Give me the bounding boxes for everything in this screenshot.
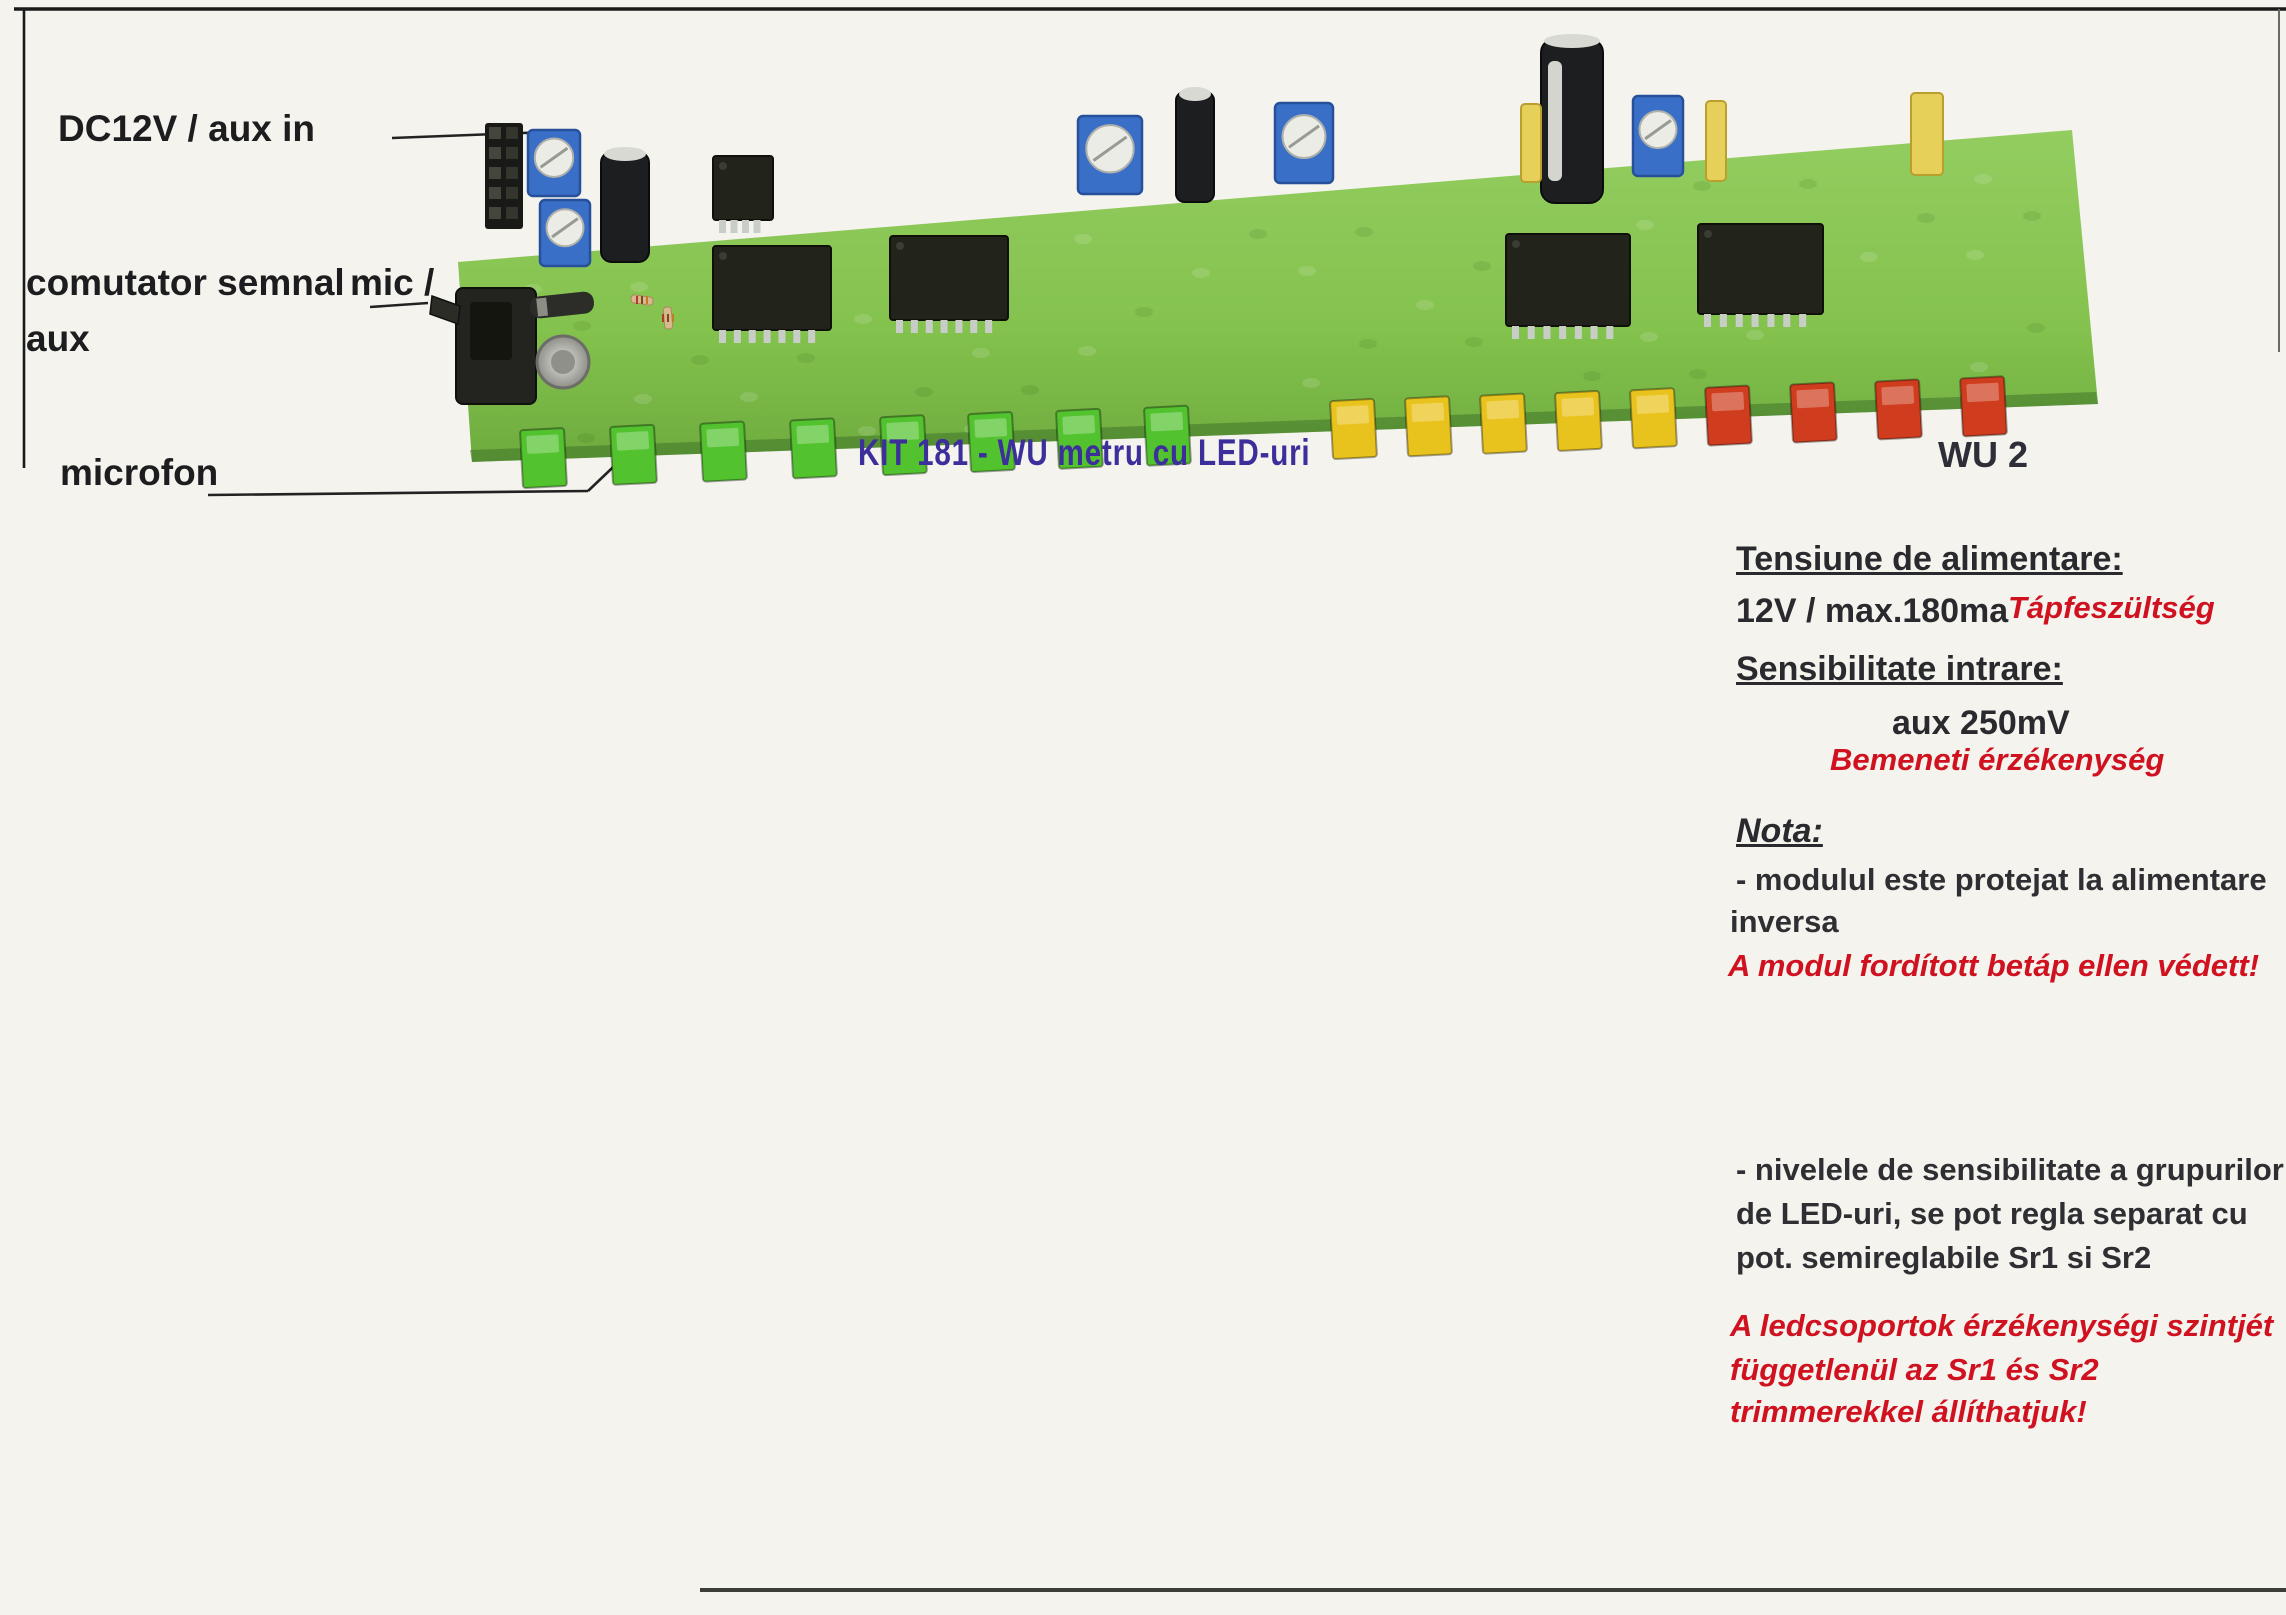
film-cap-yellow <box>1521 104 1541 182</box>
header-pin <box>506 127 518 139</box>
board-texture <box>573 321 591 331</box>
kit-title: KIT 181 - WU metru cu LED-uri <box>858 432 1311 473</box>
ic-pin <box>896 320 903 333</box>
header-pin <box>489 147 501 159</box>
board-texture <box>1974 174 1992 184</box>
board-texture <box>1966 250 1984 260</box>
ic-pin <box>731 220 738 233</box>
led-highlight <box>1881 386 1914 406</box>
board-texture <box>630 282 648 292</box>
board-texture <box>1636 220 1654 230</box>
supply-heading: Tensiune de alimentare: <box>1736 540 2123 578</box>
board-texture <box>1970 362 1988 372</box>
electrolytic-cap <box>1176 92 1214 202</box>
ic-pin <box>926 320 933 333</box>
ic-pin <box>955 320 962 333</box>
label-aux: aux <box>26 318 90 359</box>
ic-pin <box>1752 314 1759 327</box>
ic-pin <box>793 330 800 343</box>
ic-pin <box>1704 314 1711 327</box>
board-texture <box>577 433 595 443</box>
board-texture <box>1192 268 1210 278</box>
ic-pin <box>911 320 918 333</box>
board-texture <box>1359 339 1377 349</box>
nota-line2: inversa <box>1730 904 1839 939</box>
sens-heading: Sensibilitate intrare: <box>1736 650 2063 688</box>
header-pin <box>489 127 501 139</box>
ic-pin <box>764 330 771 343</box>
nota2-hu-line3: trimmerekkel állíthatjuk! <box>1730 1394 2087 1429</box>
led-highlight <box>796 425 829 445</box>
board-texture <box>1693 181 1711 191</box>
ic-pin <box>1559 326 1566 339</box>
ic-pin <box>1799 314 1806 327</box>
nota-hu: A modul fordított betáp ellen védett! <box>1728 948 2260 983</box>
ic-chip <box>713 246 831 330</box>
ic-pin <box>1591 326 1598 339</box>
led-highlight <box>1561 397 1594 417</box>
board-texture <box>2023 211 2041 221</box>
label-mic: mic / <box>350 262 435 303</box>
ic-chip <box>1698 224 1823 314</box>
ic-pin <box>1512 326 1519 339</box>
led-highlight <box>1796 389 1829 409</box>
ic-pin <box>749 330 756 343</box>
led-highlight <box>1411 403 1444 423</box>
label-dc12v: DC12V / aux in <box>58 108 316 149</box>
board-texture <box>691 355 709 365</box>
ic-pin <box>1767 314 1774 327</box>
board-tag: WU 2 <box>1938 434 2028 475</box>
ic-pin <box>808 330 815 343</box>
ic-pin <box>1736 314 1743 327</box>
board-texture <box>1074 234 1092 244</box>
microphone-grill <box>551 350 575 374</box>
supply-value: 12V / max.180ma <box>1736 592 2009 630</box>
pointer-line <box>392 132 548 138</box>
supply-hu: Tápfeszültség <box>2008 590 2215 625</box>
ic-pin <box>941 320 948 333</box>
header-pin <box>506 167 518 179</box>
nota2-hu-line1: A ledcsoportok érzékenységi szintjét <box>1730 1308 2274 1343</box>
board-texture <box>1078 346 1096 356</box>
board-texture <box>2027 323 2045 333</box>
ic-notch <box>1704 230 1712 238</box>
led-highlight <box>706 428 739 448</box>
sens-value: aux 250mV <box>1892 704 2070 742</box>
nota-heading: Nota: <box>1736 812 1823 850</box>
board-texture <box>1860 252 1878 262</box>
ic-notch <box>1512 240 1520 248</box>
board-texture <box>854 314 872 324</box>
board-texture <box>1021 385 1039 395</box>
header-pin <box>489 207 501 219</box>
ic-pin <box>719 330 726 343</box>
board-texture <box>1298 266 1316 276</box>
led-highlight <box>1150 412 1183 432</box>
ic-chip <box>1506 234 1630 326</box>
board-texture <box>1302 378 1320 388</box>
board-texture <box>1416 300 1434 310</box>
led-highlight <box>1336 405 1369 425</box>
ic-pin <box>734 330 741 343</box>
label-microfon: microfon <box>60 452 219 493</box>
ic-pin <box>985 320 992 333</box>
ic-pin <box>1528 326 1535 339</box>
board-texture <box>915 387 933 397</box>
nota2-line1: - nivelele de sensibilitate a grupurilor <box>1736 1152 2284 1187</box>
nota-line1: - modulul este protejat la alimentare <box>1736 862 2267 897</box>
ic-pin <box>1575 326 1582 339</box>
ic-pin <box>778 330 785 343</box>
board-texture <box>1465 337 1483 347</box>
board-texture <box>1689 369 1707 379</box>
sens-hu: Bemeneti érzékenység <box>1830 742 2165 777</box>
board-texture <box>1799 179 1817 189</box>
ic-pin <box>1783 314 1790 327</box>
ic-pin <box>1606 326 1613 339</box>
ic-notch <box>719 162 727 170</box>
header-pin <box>489 167 501 179</box>
nota2-line2: de LED-uri, se pot regla separat cu <box>1736 1196 2248 1231</box>
cap-top <box>604 147 646 161</box>
ic-pin <box>754 220 761 233</box>
led-highlight <box>526 434 559 454</box>
ic-pin <box>742 220 749 233</box>
ic-pin <box>1543 326 1550 339</box>
led-highlight <box>1636 394 1669 414</box>
nota2-hu-line2: függetlenül az Sr1 és Sr2 <box>1730 1352 2099 1387</box>
board-texture <box>1135 307 1153 317</box>
board-texture <box>1746 330 1764 340</box>
led-highlight <box>1966 383 1999 403</box>
ic-chip <box>890 236 1008 320</box>
pointer-line <box>208 491 588 495</box>
header-pin <box>506 207 518 219</box>
header-pin <box>489 187 501 199</box>
nota2-line3: pot. semireglabile Sr1 si Sr2 <box>1736 1240 2152 1275</box>
cap-top <box>1544 34 1600 48</box>
board-texture <box>972 348 990 358</box>
cap-label-stripe <box>1548 61 1562 181</box>
ic-notch <box>896 242 904 250</box>
film-cap-yellow <box>1911 93 1943 175</box>
board-texture <box>1640 332 1658 342</box>
led-highlight <box>616 431 649 451</box>
board-texture <box>1473 261 1491 271</box>
diode-band <box>536 298 548 317</box>
header-pin <box>506 147 518 159</box>
board-texture <box>1917 213 1935 223</box>
ic-pin <box>970 320 977 333</box>
film-cap-yellow <box>1706 101 1726 181</box>
header-pin <box>506 187 518 199</box>
ic-pin <box>1720 314 1727 327</box>
board-texture <box>740 392 758 402</box>
board-texture <box>1583 371 1601 381</box>
electrolytic-cap <box>601 152 649 262</box>
led-highlight <box>1486 400 1519 420</box>
ic-notch <box>719 252 727 260</box>
led-highlight <box>1711 392 1744 412</box>
board-texture <box>1355 227 1373 237</box>
board-texture <box>634 394 652 404</box>
switch-body <box>470 302 512 360</box>
ic-pin <box>719 220 726 233</box>
board-texture <box>1249 229 1267 239</box>
label-comutator: comutator semnal <box>26 262 345 303</box>
cap-top <box>1179 87 1211 101</box>
board-texture <box>797 353 815 363</box>
